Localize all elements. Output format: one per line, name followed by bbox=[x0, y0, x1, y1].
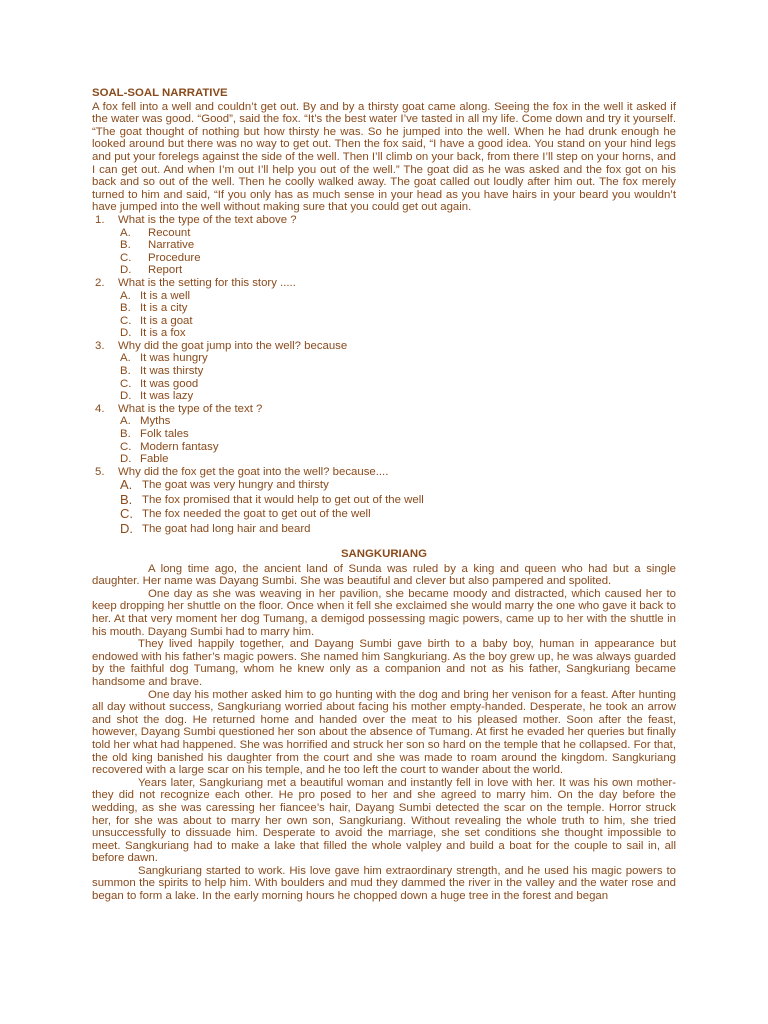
document-content bbox=[92, 87, 676, 903]
option-b: B. Narrative bbox=[120, 239, 195, 252]
option-d: D. Fable bbox=[120, 453, 169, 466]
story-paragraph: One day his mother asked him to go hunting with the dog and bring her venison for a feast. After hunting all day without success, Sangkuriang worried about facing his mother empty-handed. Desperate, he took an arrow and shot the dog. He returned home and handed over the meat to his pleased mother. Soon after the feast, however, Dayang Sumbi questioned her son about the absence of Tumang. At first he evaded her queries but finally told her what had happened. She was horrified and struck her son so hard on the temple that he collapsed. For that, the old king banished his daughter from the court and she was made to roam around the kingdom. Sangkuriang recovered with a large scar on his temple, and he too left the court to wander about the world. bbox=[92, 688, 676, 777]
question-1 bbox=[92, 214, 676, 227]
question-2-options bbox=[92, 290, 676, 340]
option-b: B. Folk tales bbox=[120, 428, 189, 441]
question-number: 3. bbox=[95, 339, 105, 352]
question-text: What is the setting for this story ..... bbox=[118, 276, 296, 289]
option-a: A. It is a well bbox=[120, 289, 191, 302]
question-4 bbox=[92, 403, 676, 416]
question-number: 4. bbox=[95, 402, 105, 415]
option-c: C. It is a goat bbox=[120, 314, 193, 327]
option-a: A. The goat was very hungry and thirsty bbox=[120, 477, 329, 493]
question-2 bbox=[92, 277, 676, 290]
question-text: Why did the fox get the goat into the well? because.... bbox=[118, 465, 389, 478]
question-text: What is the type of the text ? bbox=[118, 402, 263, 415]
story-paragraph: A long time ago, the ancient land of Sunda was ruled by a king and queen who had but a single daughter. Her name was Dayang Sumbi. She was beautiful and clever but also pampered and spolited. bbox=[92, 562, 676, 588]
option-d: D. The goat had long hair and beard bbox=[120, 520, 311, 536]
question-4-options bbox=[92, 415, 676, 465]
story-title: SANGKURIANG bbox=[340, 548, 428, 561]
fox-goat-passage: A fox fell into a well and couldn’t get out. By and by a thirsty goat came along. Seeing the fox in the well it asked if the water was good. “Good”, said the fox. “It’s the best water I’ve tasted in all my life. Come down and try it yourself. “The goat thought of nothing but how thirsty he was. So he jumped into the well. When he had drunk enough he looked around but there was no way to get out. Then the fox said, “I have a good idea. You stand on your hind legs and put your forelegs against the side of the well. Then I’ll climb on your back, from there I’ll step on your horns, and I can get out. And when I’m out I’ll help you out of the well.” The goat did as he was asked and the fox got on his back and so out of the well. Then he coolly walked away. The goat called out loudly after him out. The fox merely turned to him and said, “If you only has as much sense in your head as you have hairs in your beard you wouldn’t have jumped into the well without making sure that you could get out again. bbox=[92, 100, 676, 214]
option-a: A. It was hungry bbox=[120, 352, 208, 365]
question-number: 2. bbox=[95, 276, 105, 289]
question-number: 5. bbox=[95, 465, 105, 478]
document-title: SOAL-SOAL NARRATIVE bbox=[92, 87, 228, 99]
question-3 bbox=[92, 340, 676, 353]
option-c: C. Modern fantasy bbox=[120, 440, 219, 453]
option-b: B. It is a city bbox=[120, 302, 188, 315]
option-c: C. Procedure bbox=[120, 251, 201, 264]
option-d: D. It is a fox bbox=[120, 327, 186, 340]
option-b: B. The fox promised that it would help to get out of the well bbox=[120, 491, 424, 507]
question-text: Why did the goat jump into the well? because bbox=[118, 339, 348, 352]
story-paragraph: They lived happily together, and Dayang Sumbi gave birth to a baby boy, human in appearance but endowed with his father’s magic powers. She named him Sangkuriang. As the boy grew up, he was always guarded by the faithful dog Tumang, whom he knew only as a companion and not as his father, Sangkuriang became handsome and brave. bbox=[92, 638, 676, 688]
question-1-options bbox=[92, 227, 676, 277]
option-a: A. Recount bbox=[120, 226, 191, 239]
option-b: B. It was thirsty bbox=[120, 365, 204, 378]
story-paragraph: One day as she was weaving in her pavilion, she became moody and distracted, which caused her to keep dropping her shuttle on the floor. Once when it fell she exclaimed she would marry the one who gave it back to her. At that very moment her dog Tumang, a demigod possessing magic powers, came up to her with the shuttle in his mouth. Dayang Sumbi had to marry him. bbox=[92, 587, 676, 638]
question-text: What is the type of the text above ? bbox=[118, 213, 297, 226]
option-a: A. Myths bbox=[120, 415, 171, 428]
option-d: D. It was lazy bbox=[120, 390, 194, 403]
story-paragraph: Years later, Sangkuriang met a beautiful woman and instantly fell in love with her. It was his own mother-they did not recognize each other. He pro posed to her and she agreed to marry him. On the day before the wedding, as she was caressing her fiancee’s hair, Dayang Sumbi detected the scar on the temple. Horror struck her, for she was about to marry her own son, Sangkuriang. Without revealing the whole truth to him, she tried unsuccessfully to dissuade him. Desperate to avoid the marriage, she set conditions she thought impossible to meet. Sangkuriang had to make a lake that filled the whole valpley and build a boat for the couple to sail in, all before dawn. bbox=[92, 776, 676, 865]
option-d: D. Report bbox=[120, 264, 183, 277]
question-list bbox=[92, 214, 676, 536]
option-c: C. The fox needed the goat to get out of the well bbox=[120, 506, 371, 522]
question-number: 1. bbox=[95, 213, 105, 226]
question-5 bbox=[92, 466, 676, 479]
story-paragraph: Sangkuriang started to work. His love gave him extraordinary strength, and he used his magic powers to summon the spirits to help him. With boulders and mud they dammed the river in the valley and the water rose and began to form a lake. In the early morning hours he chopped down a huge tree in the forest and began bbox=[92, 864, 676, 903]
question-3-options bbox=[92, 352, 676, 402]
option-c: C. It was good bbox=[120, 377, 199, 390]
question-5-options bbox=[92, 478, 676, 536]
